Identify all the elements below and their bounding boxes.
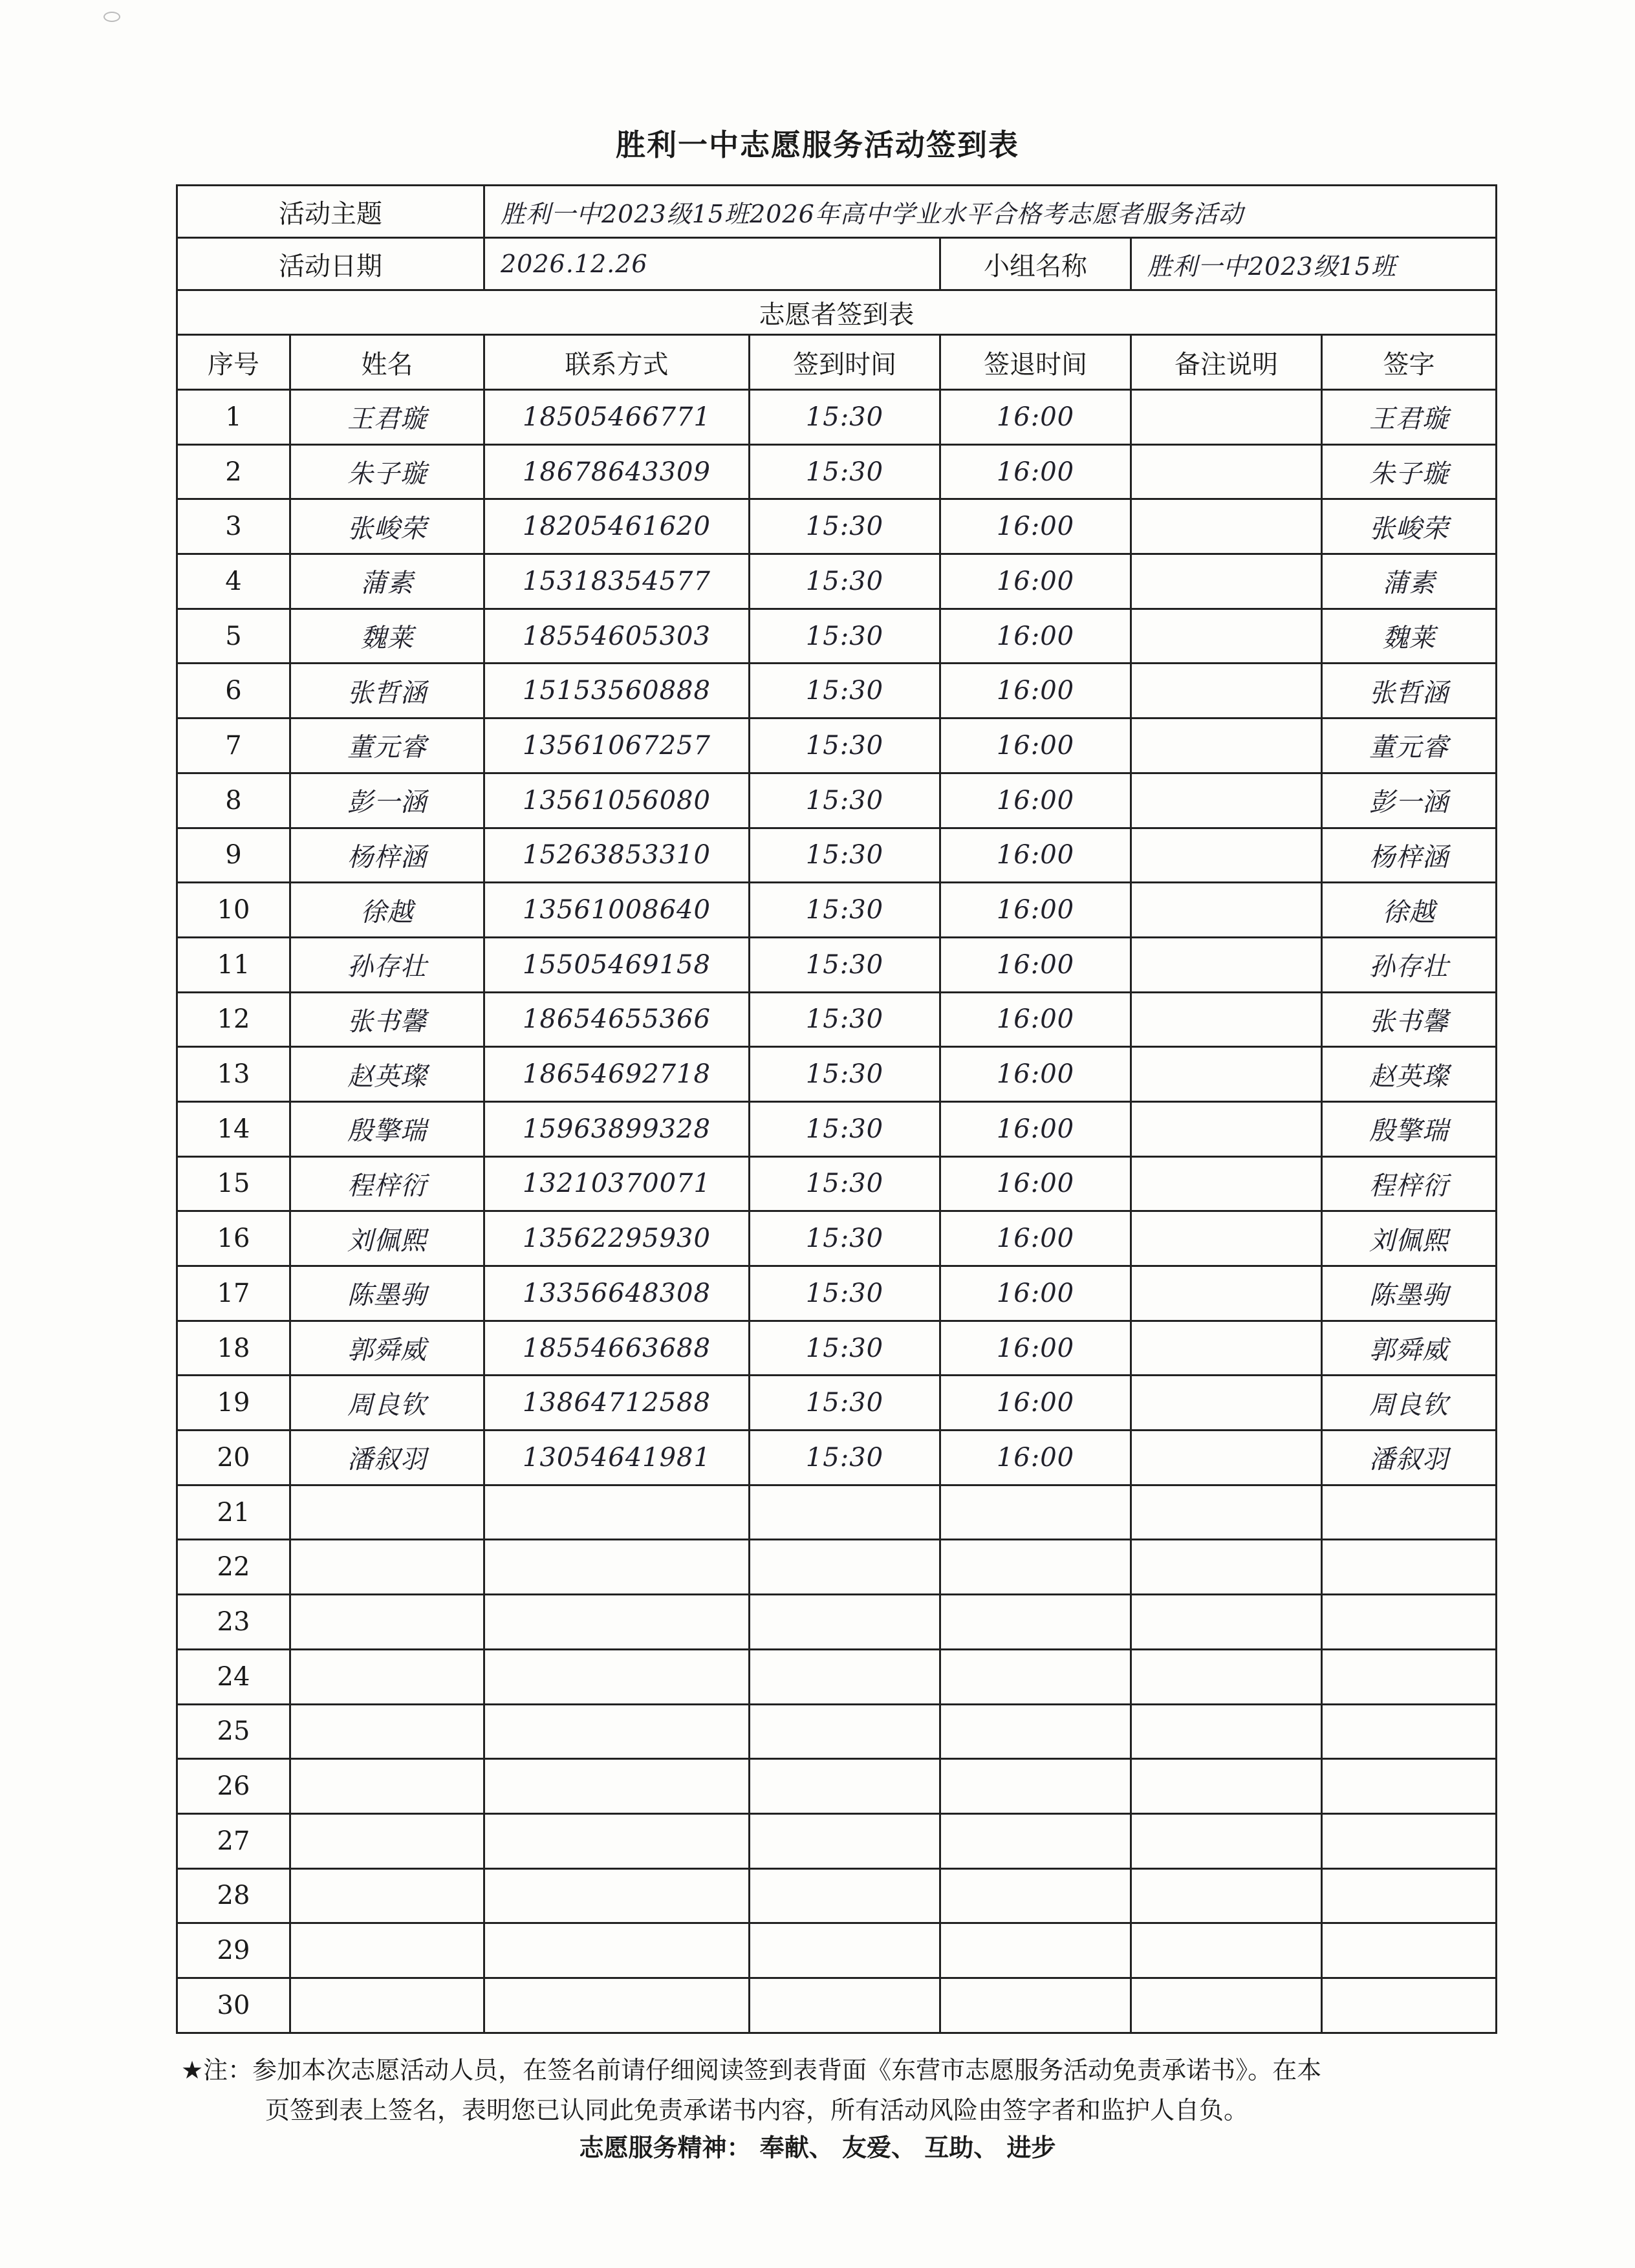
signature-cell[interactable]: [1322, 1868, 1497, 1923]
corner-mark: [103, 12, 120, 22]
checkout-time-cell[interactable]: 16:00: [940, 1266, 1131, 1321]
phone-cell[interactable]: 13356648308: [484, 1266, 750, 1321]
checkin-time-cell[interactable]: [750, 1704, 940, 1759]
checkout-time-cell[interactable]: 16:00: [940, 1376, 1131, 1431]
row-number: 6: [177, 664, 290, 718]
remarks-cell[interactable]: [1131, 499, 1322, 554]
table-row: [177, 1649, 1497, 1704]
signature-cell[interactable]: 彭一涵: [1322, 773, 1497, 828]
phone-cell[interactable]: 18654692718: [484, 1047, 750, 1102]
name-cell[interactable]: 陈墨驹: [290, 1266, 484, 1321]
checkin-time-cell[interactable]: 15:30: [750, 1266, 940, 1321]
row-number: 20: [177, 1431, 290, 1485]
checkin-time-cell[interactable]: [750, 1813, 940, 1868]
phone-cell[interactable]: 13562295930: [484, 1211, 750, 1266]
phone-cell[interactable]: [484, 1813, 750, 1868]
phone-cell[interactable]: 13210370071: [484, 1156, 750, 1211]
name-cell[interactable]: 彭一涵: [290, 773, 484, 828]
phone-cell[interactable]: 18554663688: [484, 1321, 750, 1376]
row-number: 27: [177, 1813, 290, 1868]
name-cell[interactable]: [290, 1704, 484, 1759]
name-cell[interactable]: 王君璇: [290, 390, 484, 445]
checkout-time-cell[interactable]: [940, 1649, 1131, 1704]
date-value[interactable]: 2026.12.26: [484, 238, 940, 290]
remarks-cell[interactable]: [1131, 390, 1322, 445]
name-cell[interactable]: 殷擎瑞: [290, 1101, 484, 1156]
phone-cell[interactable]: 18554605303: [484, 609, 750, 664]
remarks-cell[interactable]: [1131, 1047, 1322, 1102]
phone-cell[interactable]: 15263853310: [484, 828, 750, 883]
table-row: [177, 1923, 1497, 1978]
table-row: [177, 609, 1497, 664]
remarks-cell[interactable]: [1131, 1266, 1322, 1321]
row-number: 16: [177, 1211, 290, 1266]
checkin-time-cell[interactable]: 15:30: [750, 390, 940, 445]
phone-cell[interactable]: 15318354577: [484, 554, 750, 609]
checkout-time-cell[interactable]: [940, 1759, 1131, 1814]
phone-cell[interactable]: 13054641981: [484, 1431, 750, 1485]
table-row: [177, 1704, 1497, 1759]
table-row: [177, 1759, 1497, 1814]
table-row: [177, 828, 1497, 883]
signature-cell[interactable]: 张峻荣: [1322, 499, 1497, 554]
checkin-time-cell[interactable]: 15:30: [750, 937, 940, 992]
remarks-cell[interactable]: [1131, 554, 1322, 609]
row-number: 13: [177, 1047, 290, 1102]
signature-cell[interactable]: [1322, 1485, 1497, 1540]
phone-cell[interactable]: 18505466771: [484, 390, 750, 445]
name-cell[interactable]: 杨梓涵: [290, 828, 484, 883]
table-row: [177, 1595, 1497, 1650]
row-number: 15: [177, 1156, 290, 1211]
checkin-time-cell[interactable]: 15:30: [750, 992, 940, 1047]
name-cell[interactable]: [290, 1595, 484, 1650]
signature-cell[interactable]: [1322, 1978, 1497, 2033]
name-cell[interactable]: 潘叙羽: [290, 1431, 484, 1485]
checkin-time-cell[interactable]: 15:30: [750, 499, 940, 554]
checkin-time-cell[interactable]: 15:30: [750, 773, 940, 828]
name-cell[interactable]: 朱子璇: [290, 444, 484, 499]
table-row: [177, 1321, 1497, 1376]
checkout-time-cell[interactable]: [940, 1595, 1131, 1650]
remarks-cell[interactable]: [1131, 1211, 1322, 1266]
row-number: 21: [177, 1485, 290, 1540]
table-row: [177, 1047, 1497, 1102]
name-cell[interactable]: 张哲涵: [290, 664, 484, 718]
checkout-time-cell[interactable]: 16:00: [940, 1156, 1131, 1211]
col-header-phone: 联系方式: [484, 335, 750, 390]
row-number: 28: [177, 1868, 290, 1923]
checkin-time-cell[interactable]: 15:30: [750, 554, 940, 609]
phone-cell[interactable]: [484, 1978, 750, 2033]
checkout-time-cell[interactable]: 16:00: [940, 828, 1131, 883]
col-header-remarks: 备注说明: [1131, 335, 1322, 390]
name-cell[interactable]: 孙存壮: [290, 937, 484, 992]
row-number: 18: [177, 1321, 290, 1376]
remarks-cell[interactable]: [1131, 609, 1322, 664]
sign-in-table: [176, 184, 1497, 2034]
checkout-time-cell[interactable]: [940, 1868, 1131, 1923]
signature-cell[interactable]: 杨梓涵: [1322, 828, 1497, 883]
table-row: [177, 1266, 1497, 1321]
checkin-time-cell[interactable]: 15:30: [750, 664, 940, 718]
signature-cell[interactable]: 孙存壮: [1322, 937, 1497, 992]
table-row: [177, 1813, 1497, 1868]
remarks-cell[interactable]: [1131, 937, 1322, 992]
theme-label: 活动主题: [177, 186, 484, 238]
phone-cell[interactable]: [484, 1759, 750, 1814]
remarks-cell[interactable]: [1131, 1978, 1322, 2033]
signature-cell[interactable]: [1322, 1923, 1497, 1978]
name-cell[interactable]: 赵英璨: [290, 1047, 484, 1102]
signature-cell[interactable]: 董元睿: [1322, 718, 1497, 773]
signature-cell[interactable]: 潘叙羽: [1322, 1431, 1497, 1485]
checkout-time-cell[interactable]: 16:00: [940, 664, 1131, 718]
name-cell[interactable]: 程梓衍: [290, 1156, 484, 1211]
checkout-time-cell[interactable]: 16:00: [940, 1101, 1131, 1156]
remarks-cell[interactable]: [1131, 992, 1322, 1047]
checkout-time-cell[interactable]: 16:00: [940, 992, 1131, 1047]
name-cell[interactable]: [290, 1813, 484, 1868]
name-cell[interactable]: 张书馨: [290, 992, 484, 1047]
phone-cell[interactable]: 13561067257: [484, 718, 750, 773]
checkin-time-cell[interactable]: [750, 1759, 940, 1814]
table-row: [177, 664, 1497, 718]
checkin-time-cell[interactable]: 15:30: [750, 718, 940, 773]
checkin-time-cell[interactable]: 15:30: [750, 609, 940, 664]
name-cell[interactable]: [290, 1540, 484, 1595]
phone-cell[interactable]: 13561056080: [484, 773, 750, 828]
remarks-cell[interactable]: [1131, 444, 1322, 499]
table-row: [177, 1868, 1497, 1923]
col-header-checkout: 签退时间: [940, 335, 1131, 390]
signature-cell[interactable]: [1322, 1595, 1497, 1650]
phone-cell[interactable]: [484, 1649, 750, 1704]
checkin-time-cell[interactable]: 15:30: [750, 1321, 940, 1376]
checkin-time-cell[interactable]: [750, 1540, 940, 1595]
checkout-time-cell[interactable]: [940, 1485, 1131, 1540]
name-cell[interactable]: 徐越: [290, 883, 484, 938]
checkout-time-cell[interactable]: 16:00: [940, 554, 1131, 609]
column-header-row: [177, 335, 1497, 390]
checkout-time-cell[interactable]: 16:00: [940, 718, 1131, 773]
row-number: 4: [177, 554, 290, 609]
table-row: [177, 444, 1497, 499]
row-number: 29: [177, 1923, 290, 1978]
note-line-1: ★注：参加本次志愿活动人员，在签名前请仔细阅读签到表背面《东营市志愿服务活动免责承诺书》。在本: [181, 2056, 1322, 2084]
checkin-time-cell[interactable]: 15:30: [750, 1047, 940, 1102]
theme-row: [177, 186, 1497, 238]
row-number: 5: [177, 609, 290, 664]
checkout-time-cell[interactable]: 16:00: [940, 444, 1131, 499]
checkin-time-cell[interactable]: [750, 1868, 940, 1923]
checkout-time-cell[interactable]: 16:00: [940, 1211, 1131, 1266]
group-value[interactable]: 胜利一中2023级15班: [1131, 238, 1497, 290]
page-title: 胜利一中志愿服务活动签到表: [616, 127, 1019, 162]
remarks-cell[interactable]: [1131, 1759, 1322, 1814]
signature-cell[interactable]: 张书馨: [1322, 992, 1497, 1047]
checkout-time-cell[interactable]: 16:00: [940, 773, 1131, 828]
remarks-cell[interactable]: [1131, 1431, 1322, 1485]
phone-cell[interactable]: [484, 1485, 750, 1540]
checkout-time-cell[interactable]: [940, 1923, 1131, 1978]
table-row: [177, 883, 1497, 938]
phone-cell[interactable]: 13561008640: [484, 883, 750, 938]
table-row: [177, 554, 1497, 609]
row-number: 17: [177, 1266, 290, 1321]
table-row: [177, 1211, 1497, 1266]
table-row: [177, 1485, 1497, 1540]
row-number: 2: [177, 444, 290, 499]
checkin-time-cell[interactable]: 15:30: [750, 1431, 940, 1485]
name-cell[interactable]: 郭舜威: [290, 1321, 484, 1376]
signature-cell[interactable]: 殷擎瑞: [1322, 1101, 1497, 1156]
checkin-time-cell[interactable]: [750, 1595, 940, 1650]
signature-cell[interactable]: 程梓衍: [1322, 1156, 1497, 1211]
disclaimer-note: [181, 2050, 1500, 2130]
row-number: 11: [177, 937, 290, 992]
remarks-cell[interactable]: [1131, 1321, 1322, 1376]
checkout-time-cell[interactable]: 16:00: [940, 937, 1131, 992]
remarks-cell[interactable]: [1131, 1595, 1322, 1650]
signature-cell[interactable]: 王君璇: [1322, 390, 1497, 445]
phone-cell[interactable]: [484, 1923, 750, 1978]
checkin-time-cell[interactable]: 15:30: [750, 444, 940, 499]
section-title: 志愿者签到表: [177, 290, 1497, 335]
table-row: [177, 773, 1497, 828]
name-cell[interactable]: [290, 1759, 484, 1814]
row-number: 12: [177, 992, 290, 1047]
checkout-time-cell[interactable]: 16:00: [940, 1321, 1131, 1376]
checkout-time-cell[interactable]: [940, 1978, 1131, 2033]
checkout-time-cell[interactable]: [940, 1704, 1131, 1759]
table-row: [177, 390, 1497, 445]
signature-cell[interactable]: 郭舜威: [1322, 1321, 1497, 1376]
row-number: 30: [177, 1978, 290, 2033]
col-header-name: 姓名: [290, 335, 484, 390]
checkin-time-cell[interactable]: 15:30: [750, 1156, 940, 1211]
signature-cell[interactable]: [1322, 1704, 1497, 1759]
checkout-time-cell[interactable]: 16:00: [940, 883, 1131, 938]
checkin-time-cell[interactable]: 15:30: [750, 1101, 940, 1156]
remarks-cell[interactable]: [1131, 1868, 1322, 1923]
table-row: [177, 1156, 1497, 1211]
remarks-cell[interactable]: [1131, 1704, 1322, 1759]
phone-cell[interactable]: 13864712588: [484, 1376, 750, 1431]
table-row: [177, 1431, 1497, 1485]
checkin-time-cell[interactable]: 15:30: [750, 1211, 940, 1266]
remarks-cell[interactable]: [1131, 828, 1322, 883]
row-number: 14: [177, 1101, 290, 1156]
checkout-time-cell[interactable]: 16:00: [940, 499, 1131, 554]
name-cell[interactable]: 周良钦: [290, 1376, 484, 1431]
phone-cell[interactable]: 15153560888: [484, 664, 750, 718]
group-label: 小组名称: [940, 238, 1131, 290]
remarks-cell[interactable]: [1131, 1813, 1322, 1868]
checkout-time-cell[interactable]: 16:00: [940, 390, 1131, 445]
row-number: 7: [177, 718, 290, 773]
checkout-time-cell[interactable]: 16:00: [940, 609, 1131, 664]
remarks-cell[interactable]: [1131, 1649, 1322, 1704]
row-number: 25: [177, 1704, 290, 1759]
checkin-time-cell[interactable]: [750, 1649, 940, 1704]
name-cell[interactable]: [290, 1868, 484, 1923]
remarks-cell[interactable]: [1131, 1101, 1322, 1156]
checkin-time-cell[interactable]: [750, 1485, 940, 1540]
phone-cell[interactable]: [484, 1704, 750, 1759]
checkin-time-cell[interactable]: [750, 1978, 940, 2033]
row-number: 24: [177, 1649, 290, 1704]
name-cell[interactable]: [290, 1649, 484, 1704]
signature-cell[interactable]: [1322, 1813, 1497, 1868]
row-number: 8: [177, 773, 290, 828]
date-label: 活动日期: [177, 238, 484, 290]
table-row: [177, 1978, 1497, 2033]
name-cell[interactable]: 刘佩熙: [290, 1211, 484, 1266]
row-number: 9: [177, 828, 290, 883]
table-row: [177, 1540, 1497, 1595]
name-cell[interactable]: 蒲素: [290, 554, 484, 609]
checkin-time-cell[interactable]: 15:30: [750, 828, 940, 883]
phone-cell[interactable]: 18678643309: [484, 444, 750, 499]
name-cell[interactable]: 张峻荣: [290, 499, 484, 554]
remarks-cell[interactable]: [1131, 773, 1322, 828]
table-row: [177, 1376, 1497, 1431]
phone-cell[interactable]: 15963899328: [484, 1101, 750, 1156]
note-line-2: 页签到表上签名，表明您已认同此免责承诺书内容，所有活动风险由签字者和监护人自负。: [265, 2096, 1249, 2124]
remarks-cell[interactable]: [1131, 718, 1322, 773]
row-number: 22: [177, 1540, 290, 1595]
checkout-time-cell[interactable]: 16:00: [940, 1431, 1131, 1485]
section-title-row: [177, 290, 1497, 335]
row-number: 3: [177, 499, 290, 554]
row-number: 26: [177, 1759, 290, 1814]
checkin-time-cell[interactable]: [750, 1923, 940, 1978]
signature-cell[interactable]: 周良钦: [1322, 1376, 1497, 1431]
table-row: [177, 992, 1497, 1047]
signature-cell[interactable]: [1322, 1540, 1497, 1595]
volunteer-motto: 志愿服务精神： 奉献、 友爱、 互助、 进步: [579, 2133, 1056, 2162]
table-row: [177, 499, 1497, 554]
signature-cell[interactable]: [1322, 1649, 1497, 1704]
phone-cell[interactable]: [484, 1595, 750, 1650]
theme-value[interactable]: 胜利一中2023级15班2026年高中学业水平合格考志愿者服务活动: [484, 186, 1497, 238]
remarks-cell[interactable]: [1131, 1923, 1322, 1978]
table-row: [177, 937, 1497, 992]
table-row: [177, 718, 1497, 773]
signature-cell[interactable]: [1322, 1759, 1497, 1814]
signature-cell[interactable]: 赵英璨: [1322, 1047, 1497, 1102]
phone-cell[interactable]: [484, 1868, 750, 1923]
row-number: 23: [177, 1595, 290, 1650]
date-row: [177, 238, 1497, 290]
phone-cell[interactable]: 18205461620: [484, 499, 750, 554]
phone-cell[interactable]: 18654655366: [484, 992, 750, 1047]
checkout-time-cell[interactable]: [940, 1540, 1131, 1595]
phone-cell[interactable]: 15505469158: [484, 937, 750, 992]
remarks-cell[interactable]: [1131, 883, 1322, 938]
remarks-cell[interactable]: [1131, 664, 1322, 718]
col-header-signature: 签字: [1322, 335, 1497, 390]
table-row: [177, 1101, 1497, 1156]
signature-cell[interactable]: 朱子璇: [1322, 444, 1497, 499]
name-cell[interactable]: 董元睿: [290, 718, 484, 773]
checkout-time-cell[interactable]: [940, 1813, 1131, 1868]
phone-cell[interactable]: [484, 1540, 750, 1595]
signature-cell[interactable]: 徐越: [1322, 883, 1497, 938]
remarks-cell[interactable]: [1131, 1156, 1322, 1211]
row-number: 19: [177, 1376, 290, 1431]
col-header-checkin: 签到时间: [750, 335, 940, 390]
checkout-time-cell[interactable]: 16:00: [940, 1047, 1131, 1102]
name-cell[interactable]: [290, 1923, 484, 1978]
row-number: 10: [177, 883, 290, 938]
signature-cell[interactable]: 刘佩熙: [1322, 1211, 1497, 1266]
name-cell[interactable]: [290, 1485, 484, 1540]
name-cell[interactable]: 魏莱: [290, 609, 484, 664]
remarks-cell[interactable]: [1131, 1485, 1322, 1540]
signature-cell[interactable]: 魏莱: [1322, 609, 1497, 664]
signature-cell[interactable]: 蒲素: [1322, 554, 1497, 609]
remarks-cell[interactable]: [1131, 1540, 1322, 1595]
signature-cell[interactable]: 张哲涵: [1322, 664, 1497, 718]
signature-cell[interactable]: 陈墨驹: [1322, 1266, 1497, 1321]
name-cell[interactable]: [290, 1978, 484, 2033]
remarks-cell[interactable]: [1131, 1376, 1322, 1431]
checkin-time-cell[interactable]: 15:30: [750, 883, 940, 938]
checkin-time-cell[interactable]: 15:30: [750, 1376, 940, 1431]
row-number: 1: [177, 390, 290, 445]
col-header-no: 序号: [177, 335, 290, 390]
